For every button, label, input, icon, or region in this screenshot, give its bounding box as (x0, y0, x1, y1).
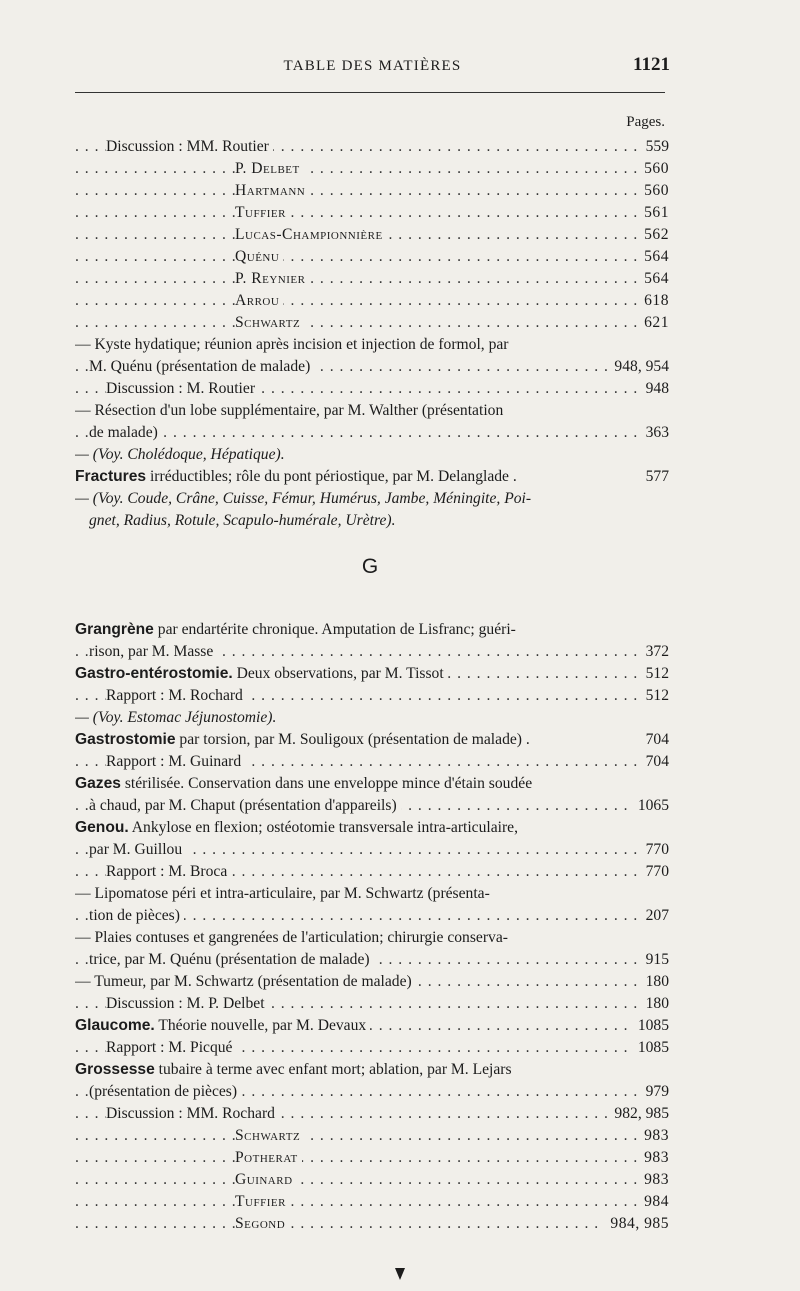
index-entry: Tuffier 561 . . . (75, 202, 669, 224)
index-entry: Genou. Ankylose en flexion; ostéotomie transversale intra-articulaire, (75, 819, 518, 836)
index-entry: trice, par M. Quénu (présentation de malade) 915 . . . (75, 949, 669, 971)
index-entry: Schwartz 621 . . . (75, 312, 669, 334)
index-entry: Grossesse tubaire à terme avec enfant mort; ablation, par M. Lejars (75, 1061, 512, 1078)
index-entry: Discussion : MM. Routier 559 . . . (75, 136, 669, 158)
index-entry: — Lipomatose péri et intra-articulaire, par M. Schwartz (présenta- (75, 885, 490, 902)
index-entry: Grangrène par endartérite chronique. Amputation de Lisfranc; guéri- (75, 621, 516, 638)
index-entry: de malade) 363 . . . (75, 422, 669, 444)
index-entry: rison, par M. Masse 372 . . . (75, 641, 669, 663)
header-rule (75, 92, 665, 93)
index-entry: — Tumeur, par M. Schwartz (présentation de malade) 180 . . . (75, 971, 669, 993)
index-entry: — Kyste hydatique; réunion après incision et injection de formol, par (75, 336, 509, 353)
section-letter-heading: G (361, 555, 379, 578)
index-entry: Segond 984, 985 . . . (75, 1213, 669, 1235)
index-entry: Rapport : M. Guinard 704 . . . (75, 751, 669, 773)
index-entry: Gastrostomie par torsion, par M. Souligoux (présentation de malade) . 704 (75, 729, 669, 751)
index-entry: P. Reynier 564 . . . (75, 268, 669, 290)
index-entry: — (Voy. Estomac Jéjunostomie). (75, 709, 277, 726)
index-entries (75, 136, 669, 532)
index-entry: — (Voy. Cholédoque, Hépatique). (75, 446, 285, 463)
index-entry: — Plaies contuses et gangrenées de l'articulation; chirurgie conserva- (75, 929, 508, 946)
index-entry: (présentation de pièces) 979 . . . (75, 1081, 669, 1103)
index-entry: Hartmann 560 . . . (75, 180, 669, 202)
index-entry: Discussion : MM. Rochard 982, 985 . . . (75, 1103, 669, 1125)
index-entries-g (75, 619, 669, 1235)
index-entry: Glaucome. Théorie nouvelle, par M. Devaux 1085 . . . (75, 1015, 669, 1037)
index-entry: P. Delbet 560 . . . (75, 158, 669, 180)
page-number: 1121 (633, 54, 670, 75)
index-entry: Quénu 564 . . . (75, 246, 669, 268)
index-entry: — Résection d'un lobe supplémentaire, par M. Walther (présentation (75, 402, 504, 419)
index-entry: à chaud, par M. Chaput (présentation d'appareils) 1065 . . . (75, 795, 669, 817)
index-entry: tion de pièces) 207 . . . (75, 905, 669, 927)
pages-column-label: Pages. (626, 114, 665, 130)
running-title: TABLE DES MATIÈRES (283, 58, 462, 74)
index-entry: gnet, Radius, Rotule, Scapulo-humérale, Urètre). (89, 512, 396, 529)
index-entry: — (Voy. Coude, Crâne, Cuisse, Fémur, Humérus, Jambe, Méningite, Poi- (75, 490, 532, 507)
index-entry: Fractures irréductibles; rôle du pont périostique, par M. Delanglade . 577 (75, 466, 669, 488)
index-entry: Rapport : M. Broca 770 . . . (75, 861, 669, 883)
index-entry: Discussion : M. P. Delbet 180 . . . (75, 993, 669, 1015)
index-entry: Discussion : M. Routier 948 . . . (75, 378, 669, 400)
index-entry: Lucas-Championnière 562 . . . (75, 224, 669, 246)
index-entry: Gazes stérilisée. Conservation dans une enveloppe mince d'étain soudée (75, 775, 533, 792)
index-entry: M. Quénu (présentation de malade) 948, 954 . . . (75, 356, 669, 378)
index-entry: Gastro-entérostomie. Deux observations, par M. Tissot 512 . . . (75, 663, 669, 685)
index-entry: par M. Guillou 770 . . . (75, 839, 669, 861)
index-entry: Rapport : M. Picqué 1085 . . . (75, 1037, 669, 1059)
index-entry: Guinard 983 . . . (75, 1169, 669, 1191)
index-entry: Tuffier 984 . . . (75, 1191, 669, 1213)
index-entry: Arrou 618 . . . (75, 290, 669, 312)
index-entry: Rapport : M. Rochard 512 . . . (75, 685, 669, 707)
index-entry: Schwartz 983 . . . (75, 1125, 669, 1147)
page-header (75, 54, 670, 82)
printer-mark (395, 1268, 405, 1280)
index-entry: Potherat 983 . . . (75, 1147, 669, 1169)
